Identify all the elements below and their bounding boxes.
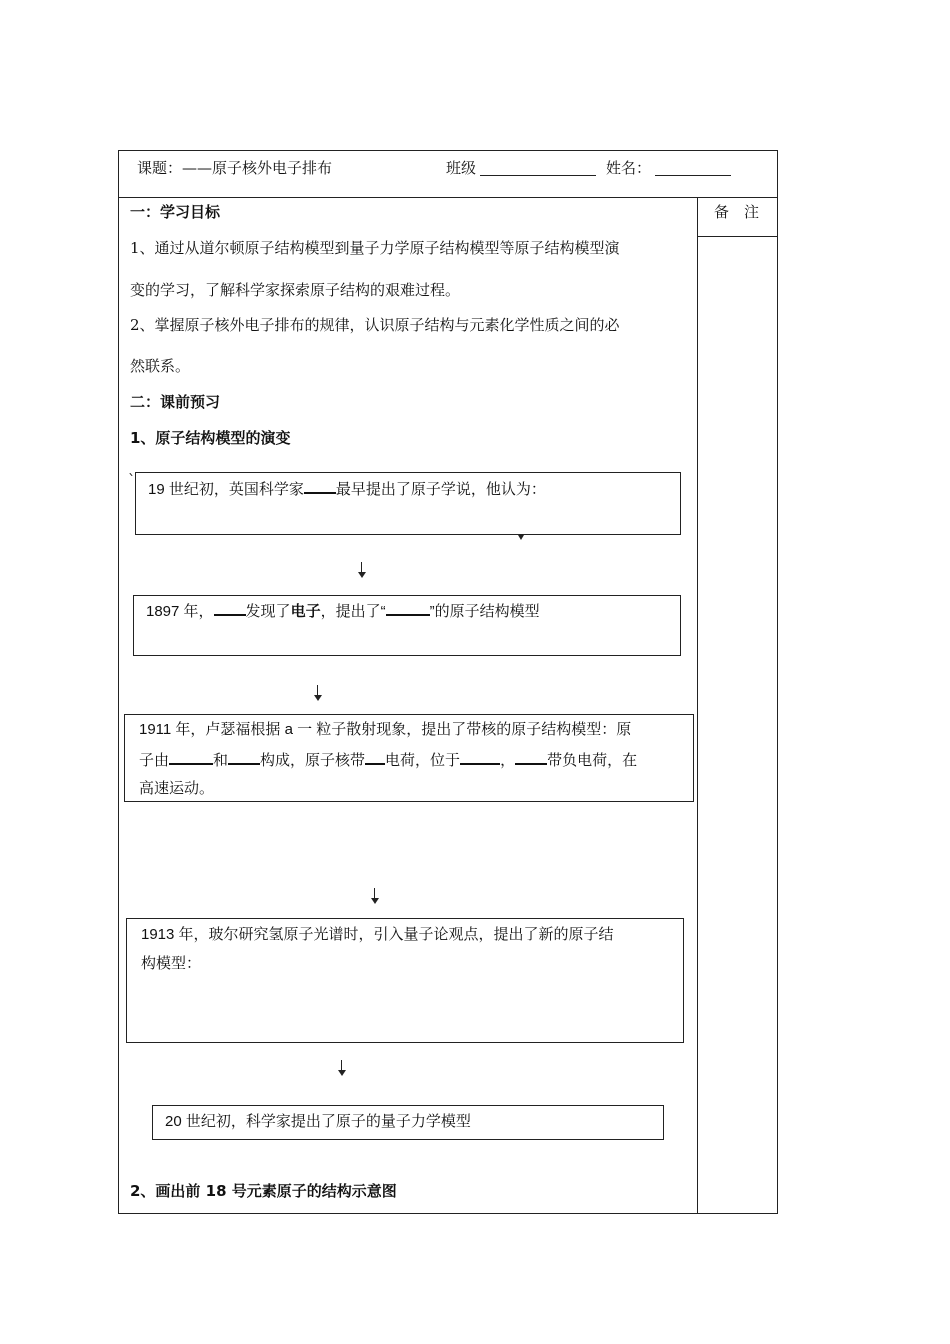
blank-electrons[interactable] xyxy=(228,749,260,765)
section-heading-goals: 一：学习目标 xyxy=(130,203,221,221)
header-bottom-border xyxy=(118,197,778,198)
goal-2-line-2: 然联系。 xyxy=(130,357,191,375)
box1-text: 19 世纪初，英国科学家 最早提出了原子学说，他认为： xyxy=(148,478,546,500)
subheading-model-evolution: 1、原子结构模型的演变 xyxy=(130,429,291,447)
box4-line-1: 1913 年，玻尔研究氢原子光谱时，引入量子论观点，提出了新的原子结 xyxy=(141,926,614,943)
box4-line-2: 构模型： xyxy=(141,955,202,972)
blank-nucleus[interactable] xyxy=(169,749,213,765)
table-top-border xyxy=(118,150,778,151)
table-left-border xyxy=(118,150,119,1214)
name-label: 姓名： xyxy=(606,159,652,177)
blank-negative[interactable] xyxy=(515,749,547,765)
box3-line-2: 子由 和 构成，原子核带 电荷，位于 ， 带负电荷，在 xyxy=(139,749,637,771)
blank-charge[interactable] xyxy=(365,749,385,765)
down-arrow-icon xyxy=(370,888,380,904)
name-field[interactable] xyxy=(655,160,731,176)
blank-model-name[interactable] xyxy=(386,600,430,616)
blank-discoverer[interactable] xyxy=(214,600,246,616)
notes-header: 备 注 xyxy=(714,203,760,221)
blank-scientist[interactable] xyxy=(304,478,336,494)
table-bottom-border xyxy=(118,1213,778,1214)
table-right-border xyxy=(777,150,778,1214)
subheading-structure-diagrams: 2、画出前 18 号元素原子的结构示意图 xyxy=(130,1182,397,1200)
small-arrow-head-icon xyxy=(518,535,524,540)
section-heading-preview: 二：课前预习 xyxy=(130,393,221,411)
goal-1-line-1: 1、通过从道尔顿原子结构模型到量子力学原子结构模型等原子结构模型演 xyxy=(130,239,620,257)
class-label: 班级 xyxy=(446,159,477,177)
stray-mark: ` xyxy=(128,471,136,489)
blank-position[interactable] xyxy=(460,749,500,765)
goal-2-line-1: 2、掌握原子核外电子排布的规律，认识原子结构与元素化学性质之间的必 xyxy=(130,316,620,334)
box5-text: 20 世纪初，科学家提出了原子的量子力学模型 xyxy=(165,1113,471,1130)
box3-line-3: 高速运动。 xyxy=(139,780,215,797)
topic-title: ——原子核外电子排布 xyxy=(182,159,333,177)
down-arrow-icon xyxy=(357,562,367,578)
topic-label: 课题： xyxy=(137,159,183,177)
box3-line-1: 1911 年，卢瑟福根据 a 一 粒子散射现象，提出了带核的原子结构模型：原 xyxy=(139,721,632,738)
down-arrow-icon xyxy=(313,685,323,701)
goal-1-line-2: 变的学习，了解科学家探索原子结构的艰难过程。 xyxy=(130,281,461,299)
notes-column-divider xyxy=(697,197,698,1214)
notes-header-border xyxy=(697,236,778,237)
class-field[interactable] xyxy=(480,160,596,176)
down-arrow-icon xyxy=(337,1060,347,1076)
box2-text: 1897 年， 发现了电子，提出了“ ”的原子结构模型 xyxy=(146,600,540,622)
